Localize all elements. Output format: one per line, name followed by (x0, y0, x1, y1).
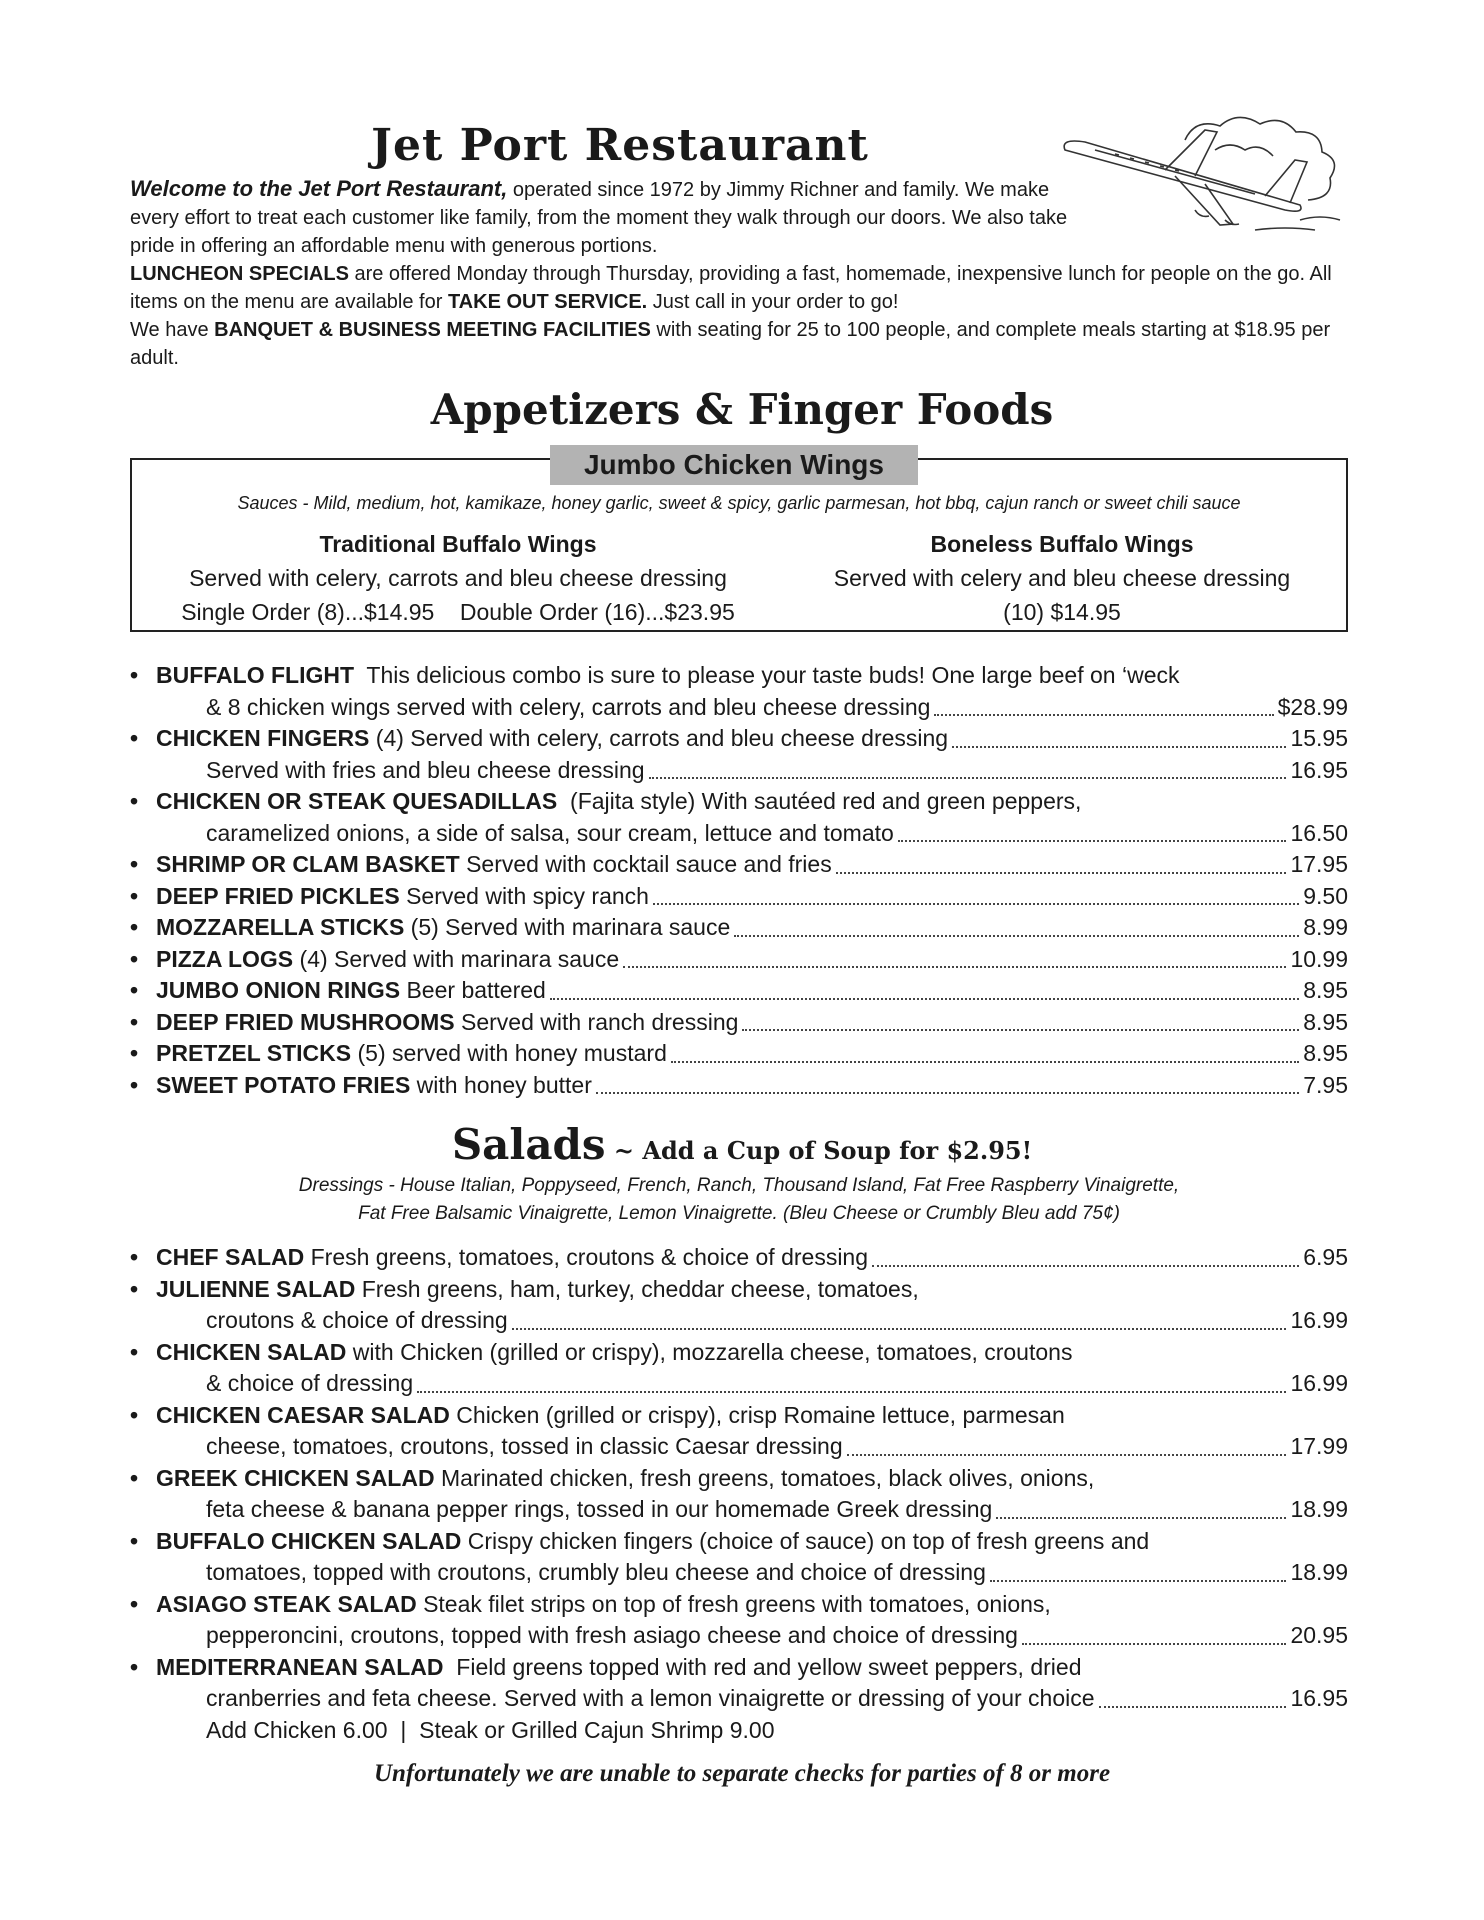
takeout-label: TAKE OUT SERVICE. (447, 291, 648, 313)
bullet-icon: • (130, 788, 139, 814)
menu-item-desc: (4) Served with celery, carrots and bleu cheese dressing (369, 725, 949, 751)
menu-item-name: ASIAGO STEAK SALAD (156, 1590, 417, 1617)
menu-item (130, 1652, 1348, 1747)
menu-item-name: CHICKEN CAESAR SALAD (156, 1401, 450, 1428)
menu-item-price: 8.99 (1303, 914, 1348, 940)
menu-item-line (130, 1652, 1348, 1684)
menu-item-name: CHICKEN OR STEAK QUESADILLAS (156, 788, 558, 814)
menu-item (130, 1007, 1348, 1039)
menu-item-price: 16.99 (1290, 1370, 1348, 1396)
menu-item-line (130, 912, 1348, 944)
menu-item-price: 16.95 (1290, 1685, 1348, 1711)
bullet-icon: • (130, 662, 139, 688)
menu-item (130, 1400, 1348, 1463)
appetizer-list (130, 660, 1348, 1101)
bullet-icon: • (130, 1275, 139, 1302)
bullet-icon: • (130, 1040, 139, 1066)
wings-label: Jumbo Chicken Wings (550, 445, 918, 485)
menu-item-line (130, 881, 1348, 913)
menu-item-name: DEEP FRIED MUSHROOMS (156, 1008, 455, 1035)
dot-leader (996, 1517, 1286, 1519)
menu-item-price: 7.95 (1303, 1071, 1348, 1098)
luncheon-text: are offered Monday through Thursday, providing a fast, homemade, inexpensive lunch for people on the go. All items on the menu are available for (130, 263, 1332, 313)
menu-item-desc: Marinated chicken, fresh greens, tomatoes, black olives, onions, (434, 1464, 1095, 1491)
menu-item-text (156, 1038, 667, 1070)
menu-item (130, 1274, 1348, 1337)
menu-item-name: CHICKEN SALAD (156, 1338, 347, 1365)
menu-item-line (130, 1463, 1348, 1495)
menu-item-name: GREEK CHICKEN SALAD (156, 1464, 435, 1491)
menu-item-desc: Served with ranch dressing (454, 1008, 739, 1035)
dot-leader (623, 966, 1286, 968)
menu-item-price: 15.95 (1290, 725, 1348, 751)
menu-item-text (156, 849, 832, 881)
menu-item-line (130, 1494, 1348, 1526)
menu-item-name: MOZZARELLA STICKS (156, 914, 405, 940)
bullet-icon: • (130, 1590, 139, 1617)
bullet-icon: • (130, 1008, 139, 1035)
menu-item-line (130, 1526, 1348, 1558)
menu-item-continuation: cranberries and feta cheese. Served with a lemon vinaigrette or dressing of your choice (206, 1685, 1095, 1711)
menu-item-desc: Fresh greens, ham, turkey, cheddar cheese, tomatoes, (355, 1275, 919, 1302)
salads-title (0, 1120, 1484, 1169)
menu-item-line (130, 1431, 1348, 1463)
bullet-icon: • (130, 1338, 139, 1365)
menu-item-desc: Served with cocktail sauce and fries (459, 851, 832, 877)
wings-sauces: Sauces - Mild, medium, hot, kamikaze, honey garlic, sweet & spicy, garlic parmesan, hot bbq, cajun ranch or sweet chili sauce (237, 493, 1241, 513)
menu-item-text (156, 944, 619, 976)
menu-item-price: 16.95 (1290, 756, 1348, 783)
menu-item-line (130, 818, 1348, 850)
dot-leader (847, 1454, 1287, 1456)
menu-item-line (130, 786, 1348, 818)
menu-item-line (130, 660, 1348, 692)
menu-item (130, 1463, 1348, 1526)
menu-item-desc: Crispy chicken fingers (choice of sauce) on top of fresh greens and (461, 1527, 1150, 1554)
bullet-icon: • (130, 914, 139, 940)
menu-item-price: 17.99 (1290, 1433, 1348, 1459)
menu-item (130, 1070, 1348, 1102)
banquet-text: with seating for 25 to 100 people, and complete meals starting at $18.95 per adult. (130, 319, 1331, 369)
menu-item-line (130, 1305, 1348, 1337)
bullet-icon: • (130, 945, 139, 972)
menu-item-price: 8.95 (1303, 977, 1348, 1003)
menu-item-text (156, 1589, 1051, 1621)
menu-item-text (156, 1007, 738, 1039)
menu-item (130, 1589, 1348, 1652)
dot-leader (1022, 1643, 1287, 1645)
bullet-icon: • (130, 1401, 139, 1428)
dot-leader (649, 777, 1287, 779)
menu-item-name: BUFFALO CHICKEN SALAD (156, 1527, 462, 1554)
menu-item (130, 912, 1348, 944)
dot-leader (872, 1265, 1299, 1267)
restaurant-title: Jet Port Restaurant (371, 120, 869, 171)
menu-item (130, 1526, 1348, 1589)
menu-item-line (130, 1007, 1348, 1039)
menu-item-text (156, 1526, 1149, 1558)
menu-item-text (156, 1463, 1094, 1495)
menu-item-line (130, 975, 1348, 1007)
menu-item-price: 18.99 (1290, 1496, 1348, 1522)
menu-item-extra: Add Chicken 6.00 | Steak or Grilled Cajun Shrimp 9.00 (206, 1716, 775, 1743)
menu-item-text (156, 1274, 919, 1306)
dot-leader (596, 1092, 1299, 1094)
intro-line1: operated since 1972 by Jimmy Richner and family. (507, 179, 960, 201)
menu-item-line (130, 723, 1348, 755)
dot-leader (836, 872, 1287, 874)
boneless-wings-price: (10) $14.95 (1003, 599, 1121, 625)
salad-dressings (130, 1172, 1348, 1228)
menu-item-price: 8.95 (1303, 1008, 1348, 1035)
footer-note: Unfortunately we are unable to separate checks for parties of 8 or more (373, 1760, 1111, 1787)
dot-leader (742, 1029, 1299, 1031)
salad-list (130, 1242, 1348, 1746)
menu-item-line (130, 1683, 1348, 1715)
menu-item (130, 881, 1348, 913)
menu-item-text (156, 660, 1180, 692)
banquet-pre: We have (130, 319, 215, 341)
intro-paragraph (130, 175, 1070, 260)
traditional-wings-title: Traditional Buffalo Wings (319, 531, 597, 557)
menu-item-price: 16.99 (1290, 1307, 1348, 1333)
intro-section (130, 175, 1360, 372)
menu-item-line (130, 1038, 1348, 1070)
menu-item (130, 975, 1348, 1007)
dot-leader (1099, 1706, 1287, 1708)
menu-item-line (130, 1337, 1348, 1369)
menu-item-continuation: & choice of dressing (206, 1370, 414, 1396)
menu-item-price: 18.99 (1290, 1559, 1348, 1585)
menu-item-line (130, 692, 1348, 724)
menu-item-text (156, 975, 546, 1007)
menu-item-line (130, 1274, 1348, 1306)
menu-item-price: 9.50 (1303, 882, 1348, 909)
menu-item (130, 786, 1348, 849)
bullet-icon: • (130, 1071, 139, 1098)
dot-leader (952, 746, 1286, 748)
menu-item-line (130, 1400, 1348, 1432)
menu-item-desc: Steak filet strips on top of fresh greens with tomatoes, onions, (416, 1590, 1051, 1617)
traditional-wings-price: Single Order (8)...$14.95 Double Order (16)...$23.95 (181, 599, 735, 625)
boneless-wings (752, 527, 1372, 629)
dot-leader (671, 1061, 1299, 1063)
menu-item-name: MEDITERRANEAN SALAD (156, 1653, 444, 1680)
menu-item-desc: Served with spicy ranch (399, 882, 649, 909)
menu-item-name: CHEF SALAD (156, 1244, 305, 1270)
menu-item-text (156, 1337, 1072, 1369)
menu-item-desc: (5) Served with marinara sauce (404, 914, 731, 940)
traditional-wings (148, 527, 768, 629)
menu-item-desc: Chicken (grilled or crispy), crisp Romaine lettuce, parmesan (449, 1401, 1065, 1428)
menu-item-price: 10.99 (1290, 945, 1348, 972)
menu-item-name: BUFFALO FLIGHT (156, 662, 355, 688)
banquet-label: BANQUET & BUSINESS MEETING FACILITIES (214, 319, 651, 341)
dot-leader (898, 840, 1287, 842)
dot-leader (417, 1391, 1286, 1393)
menu-item-text (156, 786, 1081, 818)
boneless-wings-desc: Served with celery and bleu cheese dressing (833, 565, 1291, 591)
menu-item-name: JUMBO ONION RINGS (156, 977, 401, 1003)
menu-item-name: JULIENNE SALAD (156, 1275, 356, 1302)
menu-item (130, 944, 1348, 976)
dressings-line2: Fat Free Balsamic Vinaigrette, Lemon Vinaigrette. (Bleu Cheese or Crumbly Bleu add 75¢) (358, 1203, 1120, 1224)
bullet-icon: • (130, 977, 139, 1003)
menu-item-name: SWEET POTATO FRIES (156, 1071, 411, 1098)
menu-item-name: PRETZEL STICKS (156, 1040, 352, 1066)
menu-item-line (130, 944, 1348, 976)
menu-item-continuation: Served with fries and bleu cheese dressing (206, 756, 645, 783)
luncheon-paragraph (130, 260, 1360, 316)
menu-item-name: DEEP FRIED PICKLES (156, 882, 400, 909)
menu-item-desc: Fresh greens, tomatoes, croutons & choice of dressing (304, 1244, 869, 1270)
dot-leader (934, 714, 1273, 716)
menu-item-continuation: cheese, tomatoes, croutons, tossed in classic Caesar dressing (206, 1433, 843, 1459)
menu-item-desc: Field greens topped with red and yellow sweet peppers, dried (443, 1653, 1082, 1680)
menu-item-price: $28.99 (1277, 693, 1348, 720)
menu-item (130, 849, 1348, 881)
menu-item-continuation: & 8 chicken wings served with celery, carrots and bleu cheese dressing (206, 693, 931, 720)
menu-item-text (156, 1070, 592, 1102)
dot-leader (512, 1328, 1287, 1330)
menu-item-line (130, 755, 1348, 787)
bullet-icon: • (130, 1527, 139, 1554)
bullet-icon: • (130, 882, 139, 909)
menu-item-name: CHICKEN FINGERS (156, 725, 370, 751)
menu-item-line (130, 849, 1348, 881)
salads-subtitle: Add a Cup of Soup for $2.95! (642, 1136, 1033, 1165)
menu-item-price: 8.95 (1303, 1040, 1348, 1066)
intro-line2: We make every effort to treat each customer like family, from the moment they walk through our doors. We also take pride in offering an affordable menu with generous portions. (130, 179, 1068, 257)
menu-item-desc: Beer battered (400, 977, 546, 1003)
menu-item-name: PIZZA LOGS (156, 945, 294, 972)
menu-item-text (156, 912, 730, 944)
menu-item-line (130, 1242, 1348, 1274)
menu-item-line (130, 1620, 1348, 1652)
menu-item-text (156, 881, 649, 913)
dot-leader (653, 903, 1299, 905)
menu-item-price: 20.95 (1290, 1622, 1348, 1648)
menu-item (130, 723, 1348, 786)
appetizers-title: Appetizers & Finger Foods (430, 385, 1054, 434)
menu-item (130, 1337, 1348, 1400)
menu-item-line (130, 1368, 1348, 1400)
menu-item-continuation: croutons & choice of dressing (206, 1307, 508, 1333)
menu-item-text (156, 1400, 1065, 1432)
menu-item-line (130, 1589, 1348, 1621)
salads-separator: ~ (605, 1136, 643, 1165)
menu-item-price: 17.95 (1290, 851, 1348, 877)
menu-item (130, 1038, 1348, 1070)
menu-item-continuation: caramelized onions, a side of salsa, sour cream, lettuce and tomato (206, 819, 894, 846)
menu-item-desc: This delicious combo is sure to please your taste buds! One large beef on ‘weck (354, 662, 1180, 688)
takeout-text: Just call in your order to go! (647, 291, 899, 313)
menu-item (130, 660, 1348, 723)
banquet-paragraph (130, 316, 1360, 372)
menu-item-price: 16.50 (1290, 819, 1348, 846)
menu-item-line (130, 1557, 1348, 1589)
menu-item-continuation: tomatoes, topped with croutons, crumbly bleu cheese and choice of dressing (206, 1559, 986, 1585)
menu-item-text (156, 723, 948, 755)
menu-item-line (130, 1715, 1348, 1747)
menu-item-continuation: pepperoncini, croutons, topped with fresh asiago cheese and choice of dressing (206, 1622, 1018, 1648)
luncheon-label: LUNCHEON SPECIALS (130, 263, 349, 285)
dressings-line1: Dressings - House Italian, Poppyseed, French, Ranch, Thousand Island, Fat Free Raspberry Vinaigrette, (298, 1175, 1180, 1196)
menu-item-price: 6.95 (1303, 1244, 1348, 1270)
boneless-wings-title: Boneless Buffalo Wings (930, 531, 1194, 557)
menu-item-continuation: feta cheese & banana pepper rings, tossed in our homemade Greek dressing (206, 1496, 993, 1522)
bullet-icon: • (130, 1464, 139, 1491)
menu-item-desc: (5) served with honey mustard (351, 1040, 667, 1066)
welcome-text: Welcome to the Jet Port Restaurant, (130, 176, 508, 201)
menu-item-name: SHRIMP OR CLAM BASKET (156, 851, 460, 877)
traditional-wings-desc: Served with celery, carrots and bleu cheese dressing (189, 565, 727, 591)
menu-item-line (130, 1070, 1348, 1102)
dot-leader (550, 998, 1299, 1000)
salads-heading: Salads (451, 1120, 606, 1169)
menu-item-desc: with Chicken (grilled or crispy), mozzarella cheese, tomatoes, croutons (346, 1338, 1073, 1365)
menu-item-text (156, 1242, 868, 1274)
menu-item (130, 1242, 1348, 1274)
menu-item-text (156, 1652, 1081, 1684)
menu-item-desc: (Fajita style) With sautéed red and green peppers, (557, 788, 1082, 814)
bullet-icon: • (130, 1653, 139, 1680)
bullet-icon: • (130, 1244, 139, 1270)
menu-item-desc: (4) Served with marinara sauce (293, 945, 620, 972)
bullet-icon: • (130, 851, 139, 877)
dot-leader (990, 1580, 1287, 1582)
menu-item-desc: with honey butter (410, 1071, 592, 1098)
dot-leader (734, 935, 1299, 937)
bullet-icon: • (130, 725, 139, 751)
